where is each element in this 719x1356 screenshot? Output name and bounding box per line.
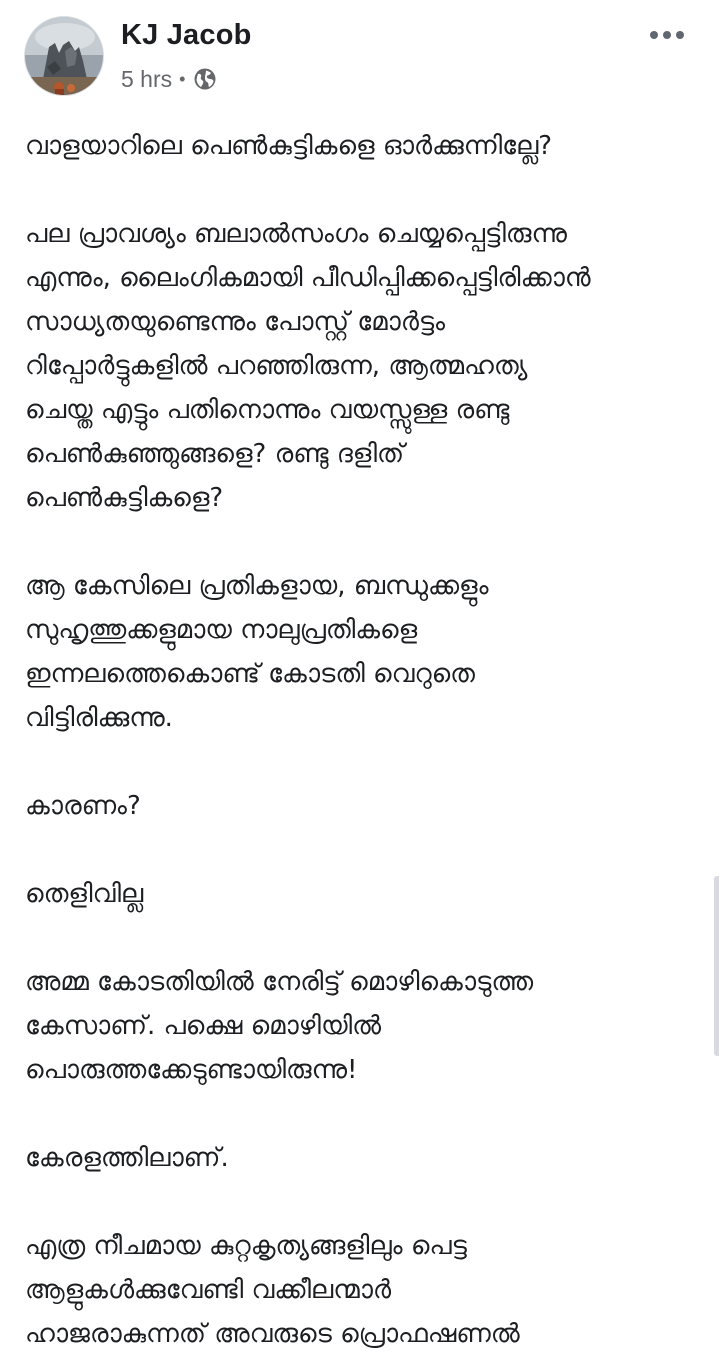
post-timestamp[interactable]: 5 hrs bbox=[121, 65, 173, 92]
post-paragraph: പല പ്രാവശ്യം ബലാൽസംഗം ചെയ്യപ്പെട്ടിരുന്നു എന്നും, ലൈംഗികമായി പീഡിപ്പിക്കപ്പെട്ടിരിക്കാൻ സാധ്യതയുണ്ടെന്നും പോസ്റ്റ് മോർട്ടം റിപ്പോർട്ടുകളിൽ പറഞ്ഞിരുന്ന, ആത്മഹത്യ ചെയ്ത എട്ടും പതിനൊന്നും വയസ്സുള്ള രണ്ടു പെൺകുഞ്ഞുങ്ങളെ? രണ്ടു ദളിത് പെൺകുട്ടികളെ? bbox=[25, 219, 591, 513]
post-paragraph: എത്ര നീചമായ കുറ്റകൃത്യങ്ങളിലും പെട്ട ആളുകൾക്കുവേണ്ടി വക്കീലന്മാർ ഹാജരാകുന്നത് അവരുടെ പ്രൊഫഷണൽ bbox=[25, 1231, 520, 1349]
author-avatar[interactable] bbox=[24, 16, 104, 96]
more-options-button[interactable] bbox=[644, 20, 690, 50]
post-paragraph: കേരളത്തിലാണ്. bbox=[25, 1143, 229, 1173]
post-paragraph: അമ്മ കോടതിയിൽ നേരിട്ട് മൊഴികൊടുത്ത കേസാണ്. പക്ഷെ മൊഴിയിൽ പൊരുത്തക്കേടുണ്ടായിരുന്നു! bbox=[25, 967, 534, 1085]
globe-icon[interactable] bbox=[193, 67, 217, 91]
post-header bbox=[0, 0, 719, 110]
post-paragraph: വാളയാറിലെ പെൺകുട്ടികളെ ഓർക്കുന്നില്ലേ? bbox=[25, 131, 553, 161]
more-horizontal-icon bbox=[649, 30, 685, 40]
post-paragraph: തെളിവില്ല bbox=[25, 879, 144, 909]
post-paragraph: ആ കേസിലെ പ്രതികളായ, ബന്ധുക്കളും സുഹൃത്തുക്കളുമായ നാലുപ്രതികളെ ഇന്നലത്തെകൊണ്ട് കോടതി വെറുതെ വിട്ടിരിക്കുന്നു. bbox=[25, 571, 489, 733]
avatar-photo bbox=[25, 17, 104, 96]
scrollbar-thumb[interactable] bbox=[714, 876, 719, 1056]
author-name[interactable]: KJ Jacob bbox=[121, 19, 252, 51]
post-meta bbox=[121, 64, 217, 94]
post-paragraph: കാരണം? bbox=[25, 791, 141, 821]
post-body bbox=[25, 124, 695, 1356]
meta-separator: • bbox=[179, 68, 186, 89]
